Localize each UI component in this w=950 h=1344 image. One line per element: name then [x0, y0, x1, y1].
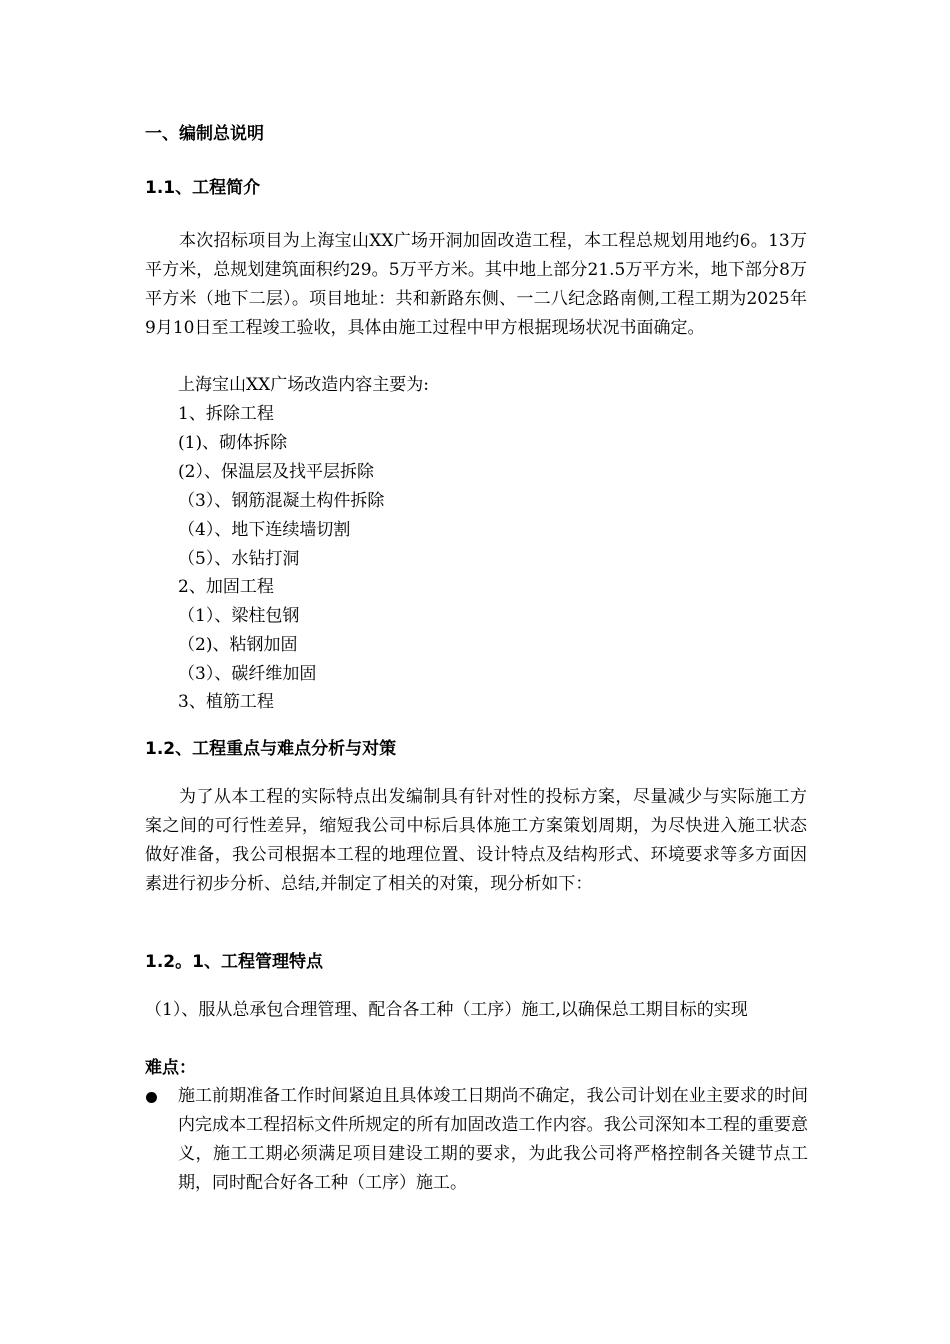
scope-item-2-1: （1）、梁柱包钢 — [178, 606, 300, 626]
project-intro-paragraph: 本次招标项目为上海宝山XX广场开洞加固改造工程，本工程总规划用地约6。13万平方米，总规划建筑面积约29。5万平方米。其中地上部分21.5万平方米，地下部分8万平方米（地下二层）。项目地址：共和新路东侧、一二八纪念路南侧,工程工期为2025年9月10日至工程竣工验收，具体由施工过程中甲方根据现场状况书面确定。 — [145, 231, 807, 338]
difficulty-label: 难点： — [145, 1058, 196, 1078]
scope-item-2: 2、加固工程 — [178, 577, 274, 597]
section-heading-1-2: 1.2、工程重点与难点分析与对策 — [145, 739, 397, 759]
analysis-paragraph: 为了从本工程的实际特点出发编制具有针对性的投标方案，尽量减少与实际施工方案之间的可行性差异，缩短我公司中标后具体施工方案策划周期，为尽快进入施工状态做好准备，我公司根据本工程的地理位置、设计特点及结构形式、环境要求等多方面因素进行初步分析、总结,并制定了相关的对策，现分析如下： — [145, 787, 807, 894]
difficulty-bullet-text: 施工前期准备工作时间紧迫且具体竣工日期尚不确定，我公司计划在业主要求的时间内完成本工程招标文件所规定的所有加固改造工作内容。我公司深知本工程的重要意义，施工工期必须满足项目建设工期的要求，为此我公司将严格控制各关键节点工期，同时配合好各工种（工序）施工。 — [178, 1086, 808, 1193]
scope-item-3: 3、植筋工程 — [178, 692, 274, 712]
scope-title: 上海宝山XX广场改造内容主要为: — [178, 375, 429, 395]
management-point: （1）、服从总承包合理管理、配合各工种（工序）施工,以确保总工期目标的实现 — [145, 1000, 748, 1020]
bullet-dot-icon — [146, 1092, 157, 1103]
scope-item-1-2: (2）、保温层及找平层拆除 — [178, 462, 374, 482]
scope-item-1-4: （4）、地下连续墙切割 — [178, 520, 351, 540]
scope-item-1: 1、拆除工程 — [178, 404, 274, 424]
section-heading-1-1: 1.1、工程简介 — [145, 178, 261, 198]
section-heading-1-2-1: 1.2。1、工程管理特点 — [145, 952, 323, 972]
scope-item-1-5: （5）、水钻打洞 — [178, 549, 300, 569]
scope-item-2-3: （3）、碳纤维加固 — [178, 664, 317, 684]
scope-item-1-1: (1)、砌体拆除 — [178, 433, 288, 453]
section-heading-1: 一、编制总说明 — [145, 124, 264, 144]
scope-item-2-2: （2)、粘钢加固 — [178, 635, 298, 655]
scope-item-1-3: （3）、钢筋混凝土构件拆除 — [178, 491, 385, 511]
